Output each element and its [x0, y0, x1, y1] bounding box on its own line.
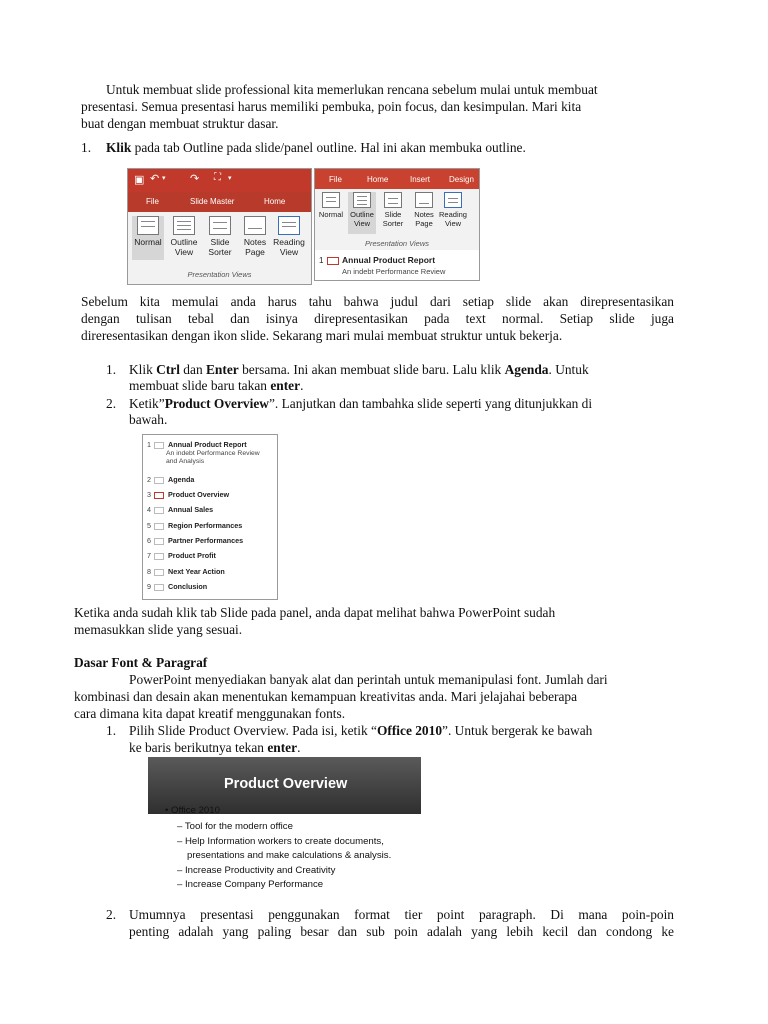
outline-item-1-title: Annual Product Report: [168, 440, 247, 449]
outline-item-4-title: Annual Sales: [168, 505, 214, 514]
section-line-3: cara dimana kita dapat kreatif menggunakan fonts.: [74, 706, 346, 721]
outline-item-2-number: 2: [147, 475, 151, 484]
outline-view-icon-right: [353, 192, 371, 208]
list2-item1-d: bersama. Ini akan membuat slide baru. Lalu klik: [238, 362, 505, 377]
slide-icon: [154, 507, 164, 514]
outline-item-1-sub-2: and Analysis: [166, 458, 205, 465]
presentation-views-group-label: Presentation Views: [187, 270, 252, 279]
list2-item2-a: Ketik”: [129, 396, 165, 411]
slide-sorter-button-right[interactable]: [379, 192, 407, 228]
tab-file[interactable]: File: [146, 197, 159, 206]
section-heading: Dasar Font & Paragraf: [74, 655, 208, 670]
list2-item1-line2c: .: [300, 378, 304, 393]
list3-item2-line-1: Umumnya presentasi penggunakan format tier point paragraph. Di mana poin-poin: [129, 907, 674, 922]
customize-chevron-icon: ▾: [228, 175, 232, 182]
outline-list-screenshot: [142, 434, 278, 600]
ribbon-tab-bar-right: [315, 169, 479, 189]
outline-item-6: [147, 536, 243, 545]
list2-item2-c: ”. Lanjutkan dan tambahka slide seperti yang ditunjukkan di: [268, 396, 593, 411]
save-icon: ▣: [134, 174, 145, 186]
list2-item1-number: 1.: [106, 362, 117, 377]
list2-item1-c: dan: [179, 362, 206, 377]
outline-item-1: [147, 440, 247, 449]
intro-line-3: buat dengan membuat struktur dasar.: [81, 116, 279, 131]
outline-item-1-number: 1: [147, 440, 151, 449]
intro-line-1: Untuk membuat slide professional kita memerlukan rencana sebelum mulai untuk membuat: [106, 82, 598, 97]
reading-view-icon: [278, 216, 300, 235]
list3-item2-number: 2.: [106, 907, 117, 922]
slide-icon: [154, 442, 164, 449]
list2-item1-line-2: [129, 377, 303, 394]
para2-line-3: direresentasikan dengan ikon slide. Sekarang mari mulai membuat struktur untuk bekerja.: [81, 328, 563, 343]
reading-view-button[interactable]: [273, 216, 305, 257]
slide-icon-selected: [154, 492, 164, 499]
outline-item-7-number: 7: [147, 551, 151, 560]
para2-line-1: Sebelum kita memulai anda harus tahu bahwa judul dari setiap slide akan direpresentasikan: [81, 294, 674, 309]
section-line-2: kombinasi dan desain akan menentukan kemampuan kreativitas anda. Mari jelajahai beberapa: [74, 689, 578, 704]
outline-item-9-title: Conclusion: [168, 582, 208, 591]
slide-icon: [154, 553, 164, 560]
outline-item-5-title: Region Performances: [168, 521, 243, 530]
enter-text-2: enter: [267, 740, 298, 755]
reading-view-button-right[interactable]: [439, 192, 467, 228]
normal-view-icon-right: [322, 192, 340, 208]
outline-item-9: [147, 582, 207, 591]
para3-line-2: memasukkan slide yang sesuai.: [74, 622, 243, 637]
intro-line-2: presentasi. Semua presentasi harus memiliki pembuka, poin focus, dan kesimpulan. Mari kita: [81, 99, 582, 114]
normal-view-button-right[interactable]: [317, 192, 345, 219]
list3-item1-a: Pilih Slide Product Overview. Pada isi, ketik “: [129, 723, 377, 738]
tab-design-right[interactable]: Design: [449, 175, 474, 184]
list2-item2-line-1: [129, 395, 592, 412]
reading-view-label: Reading View: [273, 237, 305, 257]
outline-item-1-sub-1: An indebt Performance Review: [166, 450, 260, 457]
outline-item-6-title: Partner Performances: [168, 536, 244, 545]
step1-rest: pada tab Outline pada slide/panel outline. Hal ini akan membuka outline.: [131, 140, 526, 155]
outline-preview-subtitle: An indebt Performance Review: [342, 267, 446, 276]
slide-sub-bullet-4: – Increase Company Performance: [177, 879, 324, 890]
outline-preview-number: 1: [319, 256, 324, 265]
slide-sorter-icon-right: [384, 192, 402, 208]
outline-view-label-right: Outline View: [350, 210, 374, 228]
slide-sub-bullet-2-cont: presentations and make calculations & analysis.: [187, 850, 392, 861]
enter-text: enter: [270, 378, 301, 393]
notes-page-button[interactable]: [239, 216, 271, 257]
step1-number: 1.: [81, 140, 92, 155]
redo-icon: ↷: [190, 173, 200, 185]
outline-item-8-number: 8: [147, 567, 151, 576]
chevron-down-icon: ▾: [162, 175, 166, 182]
list2-item2-line-2: bawah.: [129, 412, 168, 427]
para3-line-1: Ketika anda sudah klik tab Slide pada panel, anda dapat melihat bahwa PowerPoint sudah: [74, 605, 556, 620]
list3-item1-c: ”. Untuk bergerak ke bawah: [442, 723, 593, 738]
ribbon-screenshot-right: [314, 168, 480, 281]
reading-view-label-right: Reading View: [439, 210, 467, 228]
undo-icon: ↶: [150, 173, 160, 185]
list3-item1-line-2: [129, 739, 300, 756]
slide-icon: [154, 477, 164, 484]
normal-view-label-right: Normal: [318, 210, 344, 219]
outline-pane-preview: [315, 250, 479, 280]
outline-view-label: Outline View: [170, 237, 198, 257]
list3-item2-line-2: penting adalah yang paling besar dan sub poin adalah yang lebih kecil dan condong ke: [129, 924, 674, 939]
normal-view-button[interactable]: [132, 216, 164, 260]
slide-sorter-label-right: Slide Sorter: [382, 210, 404, 228]
tab-home-right[interactable]: Home: [367, 175, 389, 184]
outline-item-8-title: Next Year Action: [168, 567, 225, 576]
quick-access-bar: [128, 169, 311, 192]
outline-item-9-number: 9: [147, 582, 151, 591]
list3-item1-number: 1.: [106, 723, 117, 738]
list3-item1-line2c: .: [297, 740, 301, 755]
list2-item1-e: . Untuk: [548, 362, 589, 377]
office-2010-text: Office 2010: [376, 723, 443, 738]
slide-icon: [154, 584, 164, 591]
outline-item-3: [147, 490, 229, 499]
ctrl-key-text: Ctrl: [156, 362, 180, 377]
section-line-1: PowerPoint menyediakan banyak alat dan perintah untuk memanipulasi font. Jumlah dari: [129, 672, 608, 687]
slide-icon: [154, 523, 164, 530]
outline-item-3-number: 3: [147, 490, 151, 499]
normal-view-label: Normal: [134, 237, 162, 247]
tab-home[interactable]: Home: [264, 197, 286, 206]
slide-sorter-icon: [209, 216, 231, 235]
slide-sub-bullet-3: – Increase Productivity and Creativity: [177, 865, 336, 876]
slide-sorter-label: Slide Sorter: [208, 237, 232, 257]
enter-key-text: Enter: [205, 362, 239, 377]
outline-item-6-number: 6: [147, 536, 151, 545]
outline-item-3-title: Product Overview: [168, 490, 230, 499]
start-slideshow-icon: ⛶: [214, 172, 221, 183]
slide-bullet-main: • Office 2010: [165, 805, 220, 816]
outline-view-icon: [173, 216, 195, 235]
slide-thumbnail-icon: [327, 257, 339, 265]
presentation-views-group-label-right: Presentation Views: [364, 239, 430, 248]
outline-item-7: [147, 551, 216, 560]
notes-page-button-right[interactable]: [410, 192, 438, 228]
tab-file-right[interactable]: File: [329, 175, 342, 184]
ribbon-screenshot-left: [127, 168, 312, 285]
list3-item1-line2a: ke baris berikutnya tekan: [129, 740, 268, 755]
list2-item1-a: Klik: [129, 362, 157, 377]
outline-preview-title: Annual Product Report: [342, 255, 436, 265]
reading-view-icon-right: [444, 192, 462, 208]
notes-page-icon-right: [415, 192, 433, 208]
outline-view-button[interactable]: [168, 216, 200, 257]
para2-line-2: dengan tulisan tebal dan isinya direpresentasikan pada text normal. Setiap slide juga: [81, 311, 674, 326]
slide-icon: [154, 569, 164, 576]
list2-item1-line-1: [129, 361, 589, 378]
ribbon-panel-left: [128, 212, 311, 284]
step1-text: [106, 139, 526, 156]
tab-slide-master[interactable]: Slide Master: [190, 197, 235, 206]
list2-item2-number: 2.: [106, 396, 117, 411]
outline-view-button-right[interactable]: [348, 192, 376, 234]
tab-insert-right[interactable]: Insert: [410, 175, 431, 184]
list2-item1-line2a: membuat slide baru takan: [129, 378, 271, 393]
slide-sub-bullet-2: – Help Information workers to create documents,: [177, 836, 384, 847]
normal-view-icon: [137, 216, 159, 235]
outline-item-7-title: Product Profit: [168, 551, 216, 560]
outline-item-4-number: 4: [147, 505, 151, 514]
outline-item-5: [147, 521, 242, 530]
outline-item-2-title: Agenda: [168, 475, 195, 484]
notes-page-icon: [244, 216, 266, 235]
slide-sub-bullet-1: – Tool for the modern office: [177, 821, 293, 832]
ribbon-tab-bar-left: [128, 192, 311, 212]
slide-title: Product Overview: [224, 776, 348, 792]
slide-icon: [154, 538, 164, 545]
outline-item-2: [147, 475, 194, 484]
outline-item-5-number: 5: [147, 521, 151, 530]
list3-item1-line-1: [129, 722, 592, 739]
notes-page-label: Notes Page: [243, 237, 267, 257]
notes-page-label-right: Notes Page: [414, 210, 434, 228]
outline-item-8: [147, 567, 225, 576]
outline-item-4: [147, 505, 213, 514]
step1-bold: Klik: [106, 140, 132, 155]
product-overview-slide-screenshot: [148, 757, 421, 893]
agenda-text: Agenda: [504, 362, 549, 377]
slide-sorter-button[interactable]: [204, 216, 236, 257]
ribbon-panel-right: [315, 189, 479, 250]
product-overview-text: Product Overview: [164, 396, 269, 411]
